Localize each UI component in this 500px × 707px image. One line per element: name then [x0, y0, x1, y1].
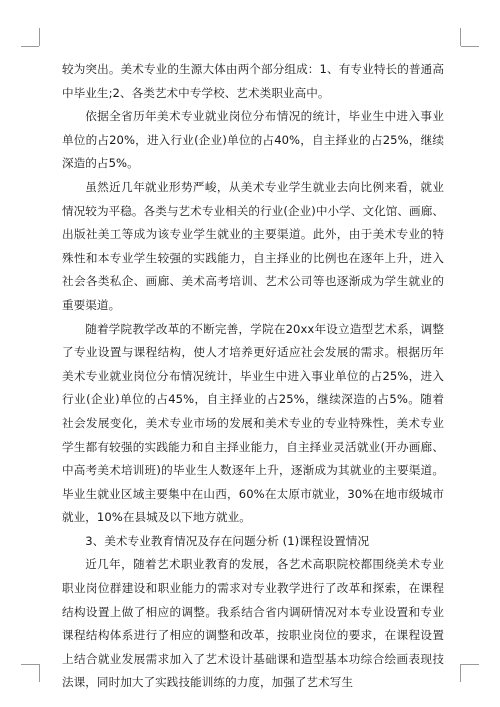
paragraph-5: 近几年，随着艺术职业教育的发展，各艺术高职院校都围绕美术专业职业岗位群建设和职业能力的需求对专业教学进行了改革和探索，在课程结构设置上做了相应的调整。我系结合省内调研情况对本专业设置和专业课程结构体系进行了相应的调整和改革，按职业岗位的要求，在课程设置上结合就业发展需求加入了艺术设计基础课和造型基本功综合绘画表现技法课，同时加大了实践技能训练的力度，加强了艺术写生	[62, 557, 444, 690]
crop-mark-top-left-vertical	[39, 28, 40, 46]
paragraph-1: 较为突出。美术专业的生源大体由两个部分组成：1、有专业特长的普通高中毕业生;2、各类艺术中专学校、艺术类职业高中。	[62, 62, 444, 100]
crop-mark-bottom-left-horizontal	[21, 664, 39, 665]
crop-mark-bottom-right-vertical	[460, 664, 461, 682]
crop-mark-top-right-horizontal	[461, 46, 479, 47]
crop-mark-bottom-right-horizontal	[461, 664, 479, 665]
crop-mark-bottom-left-vertical	[39, 664, 40, 682]
document-body	[62, 58, 444, 695]
paragraph-2: 依据全省历年美术专业就业岗位分布情况的统计，毕业生中进入事业单位的占20%，进入行业(企业)单位的占40%，自主择业的占25%，继续深造的占5%。	[62, 109, 444, 171]
paragraph-3: 虽然近几年就业形势严峻，从美术专业学生就业去向比例来看，就业情况较为平稳。各类与艺术专业相关的行业(企业)中小学、文化馆、画廊、出版社美工等成为该专业学生就业的主要渠道。此外，由于美术专业的特殊性和本专业学生较强的实践能力，自主择业的比例也在逐年上升，进入社会各类私企、画廊、美术高考培训、艺术公司等也逐渐成为学生就业的重要渠道。	[62, 179, 444, 312]
crop-mark-top-left-horizontal	[21, 46, 39, 47]
crop-mark-top-right-vertical	[460, 28, 461, 46]
section-heading: 3、美术专业教育情况及存在问题分析 (1)课程设置情况	[85, 533, 370, 548]
paragraph-4: 随着学院教学改革的不断完善，学院在20xx年设立造型艺术系，调整了专业设置与课程结构，使人才培养更好适应社会发展的需求。根据历年美术专业就业岗位分布情况统计，毕业生中进入事业单位的占25%，进入行业(企业)单位的占45%，自主择业的占25%，继续深造的占5%。随着社会发展变化，美术专业市场的发展和美术专业的专业特殊性，美术专业学生都有较强的实践能力和自主择业能力，自主择业灵活就业(开办画廊、中高考美术培训班)的毕业生人数逐年上升，逐渐成为其就业的主要渠道。毕业生就业区域主要集中在山西，60%在太原市就业，30%在地市级城市就业，10%在县城及以下地方就业。	[62, 321, 444, 525]
